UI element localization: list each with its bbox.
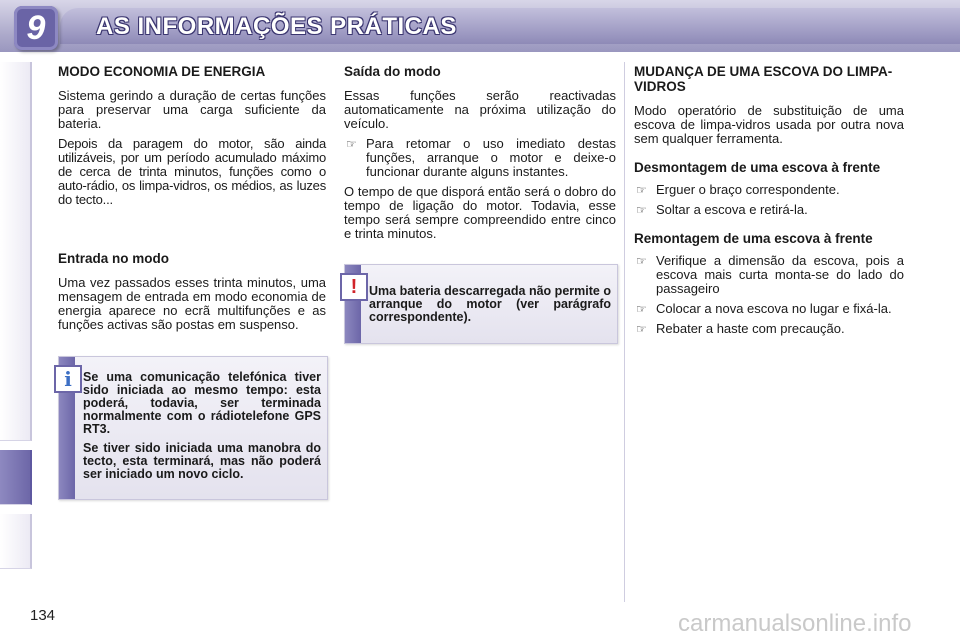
entry-section [58,251,326,338]
hand-pointer-icon: ☞ [636,322,647,336]
exit-mode-paragraph-2: O tempo de que disporá então será o dobro do tempo de ligação do motor. Todavia, esse tempo será sempre compreendido entre cinco e trinta minutos. [344,184,616,241]
warning-note-box [344,264,618,344]
refit-bullet-2 [634,302,904,316]
hand-pointer-icon: ☞ [346,137,357,151]
chapter-tab-3[interactable] [0,170,32,225]
hand-pointer-icon: ☞ [636,183,647,197]
left-column [58,64,326,213]
hand-pointer-icon: ☞ [636,203,647,217]
exit-mode-bullet [344,137,616,179]
removal-bullet-2 [634,203,904,217]
wiper-removal-heading: Desmontagem de uma escova à frente [634,160,881,175]
entry-mode-paragraph: Uma vez passados esses trinta minutos, uma mensagem de entrada em modo economia de energia aparece no ecrã multifunções e as funções activas são postas em suspenso. [58,275,326,332]
warning-note-text [369,285,611,330]
refit-bullet-2-text: Colocar a nova escova no lugar e fixá-la. [656,301,892,316]
wiper-refit-heading: Remontagem de uma escova à frente [634,231,873,246]
chapter-tab-10[interactable] [0,514,32,569]
energy-saving-paragraph-1: Sistema gerindo a duração de certas funções para preservar uma carga suficiente da bateria. [58,88,326,131]
page-title: AS INFORMAÇÕES PRÁTICAS [96,13,457,40]
middle-column [344,64,616,247]
entry-mode-heading: Entrada no modo [58,251,169,266]
chapter-tab-7[interactable] [0,386,32,441]
info-icon: i [54,365,82,393]
chapter-badge: 9 [14,6,58,50]
chapter-tab-1[interactable] [0,62,32,117]
chapter-tabs [0,62,34,582]
refit-bullet-3-text: Rebater a haste com precaução. [656,321,845,336]
info-note-box [58,356,328,500]
info-note-paragraph-1: Se uma comunicação telefónica tiver sido iniciada ao mesmo tempo: esta poderá, todavia, ser terminada normalmente com o rádiotelefone GPS RT3. [83,370,321,436]
hand-pointer-icon: ☞ [636,302,647,316]
chapter-tab-4[interactable] [0,224,32,279]
removal-bullet-2-text: Soltar a escova e retirá-la. [656,202,808,217]
refit-bullet-1-text: Verifique a dimensão da escova, pois a escova mais curta monta-se do lado do passageiro [656,253,904,296]
energy-saving-paragraph-2: Depois da paragem do motor, são ainda utilizáveis, por um período acumulado máximo de cerca de trinta minutos, funções como o auto-rádio, os limpa-vidros, os médios, as luzes do tecto... [58,136,326,207]
chapter-tab-2[interactable] [0,116,32,171]
wiper-change-heading: MUDANÇA DE UMA ESCOVA DO LIMPA-VIDROS [634,64,893,94]
refit-bullet-3 [634,322,904,336]
watermark: carmanualsonline.info [678,610,912,637]
refit-bullet-1 [634,254,904,296]
exit-mode-bullet-text: Para retomar o uso imediato destas funções, arranque o motor e deixe-o funcionar durante alguns instantes. [366,136,616,179]
page-number: 134 [30,607,56,624]
header-bar [0,0,960,52]
chapter-tab-5[interactable] [0,278,32,333]
warning-note-paragraph: Uma bateria descarregada não permite o arranque do motor (ver parágrafo correspondente). [369,284,611,324]
exit-mode-paragraph-1: Essas funções serão reactivadas automaticamente na próxima utilização do veículo. [344,88,616,131]
hand-pointer-icon: ☞ [636,254,647,268]
energy-saving-heading: MODO ECONOMIA DE ENERGIA [58,64,266,79]
warning-icon: ! [340,273,368,301]
exit-mode-heading: Saída do modo [344,64,441,79]
column-divider [624,62,625,602]
right-column [634,64,904,342]
info-note-text [83,371,321,487]
wiper-change-paragraph: Modo operatório de substituição de uma escova de limpa-vidros usada por outra nova sem qualquer ferramenta. [634,103,904,146]
info-note-paragraph-2: Se tiver sido iniciada uma manobra do tecto, esta terminará, mas não poderá ser iniciado um novo ciclo. [83,441,321,481]
chapter-tab-6[interactable] [0,332,32,387]
removal-bullet-1 [634,183,904,197]
removal-bullet-1-text: Erguer o braço correspondente. [656,182,840,197]
chapter-tab-9-active[interactable] [0,450,32,505]
